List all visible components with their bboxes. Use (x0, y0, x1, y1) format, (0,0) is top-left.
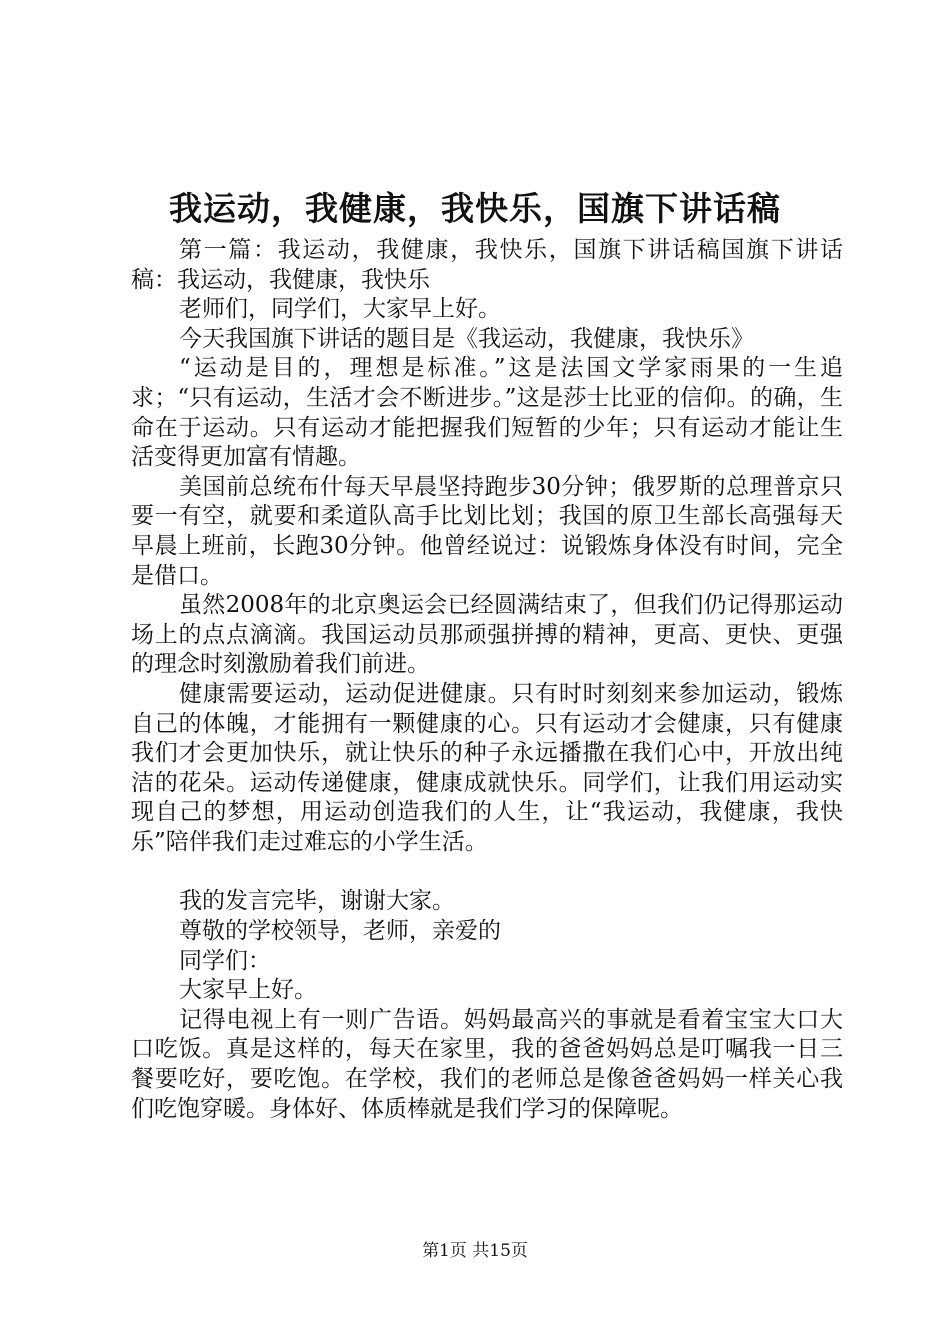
paragraph: 同学们： (179, 947, 271, 974)
document-body (131, 236, 843, 1124)
paragraph: 尊敬的学校领导，老师，亲爱的 (179, 918, 501, 945)
paragraph: 健康需要运动，运动促进健康。只有时时刻刻来参加运动，锻炼自己的体魄，才能拥有一颗健康的心。只有运动才会健康，只有健康我们才会更加快乐，就让快乐的种子永远播撒在我们心中，开放出纯洁的花朵。运动传递健康，健康成就快乐。同学们，让我们用运动实现自己的梦想，用运动创造我们的人生，让“我运动，我健康，我快乐”陪伴我们走过难忘的小学生活。 (131, 680, 843, 855)
paragraph: 今天我国旗下讲话的题目是《我运动，我健康，我快乐》 (179, 325, 754, 352)
paragraph: 老师们，同学们，大家早上好。 (179, 296, 501, 323)
paragraph: 美国前总统布什每天早晨坚持跑步30分钟；俄罗斯的总理普京只要一有空，就要和柔道队高手比划比划；我国的原卫生部长高强每天早晨上班前，长跑30分钟。他曾经说过：说锻炼身体没有时间，完全是借口。 (131, 473, 843, 589)
paragraph: 大家早上好。 (179, 977, 317, 1004)
document-title: 我运动，我健康，我快乐，国旗下讲话稿 (169, 189, 781, 228)
paragraph: 第一篇：我运动，我健康，我快乐，国旗下讲话稿国旗下讲话稿：我运动，我健康，我快乐 (131, 237, 843, 293)
paragraph: 虽然2008年的北京奥运会已经圆满结束了，但我们仍记得那运动场上的点点滴滴。我国运动员那顽强拼搏的精神，更高、更快、更强的理念时刻激励着我们前进。 (131, 592, 843, 678)
paragraph: “运动是目的，理想是标准。”这是法国文学家雨果的一生追求；“只有运动，生活才会不断进步。”这是莎士比亚的信仰。的确，生命在于运动。只有运动才能把握我们短暂的少年；只有运动才能让生活变得更加富有情趣。 (131, 355, 843, 471)
page-footer: 第1页 共15页 (422, 1241, 528, 1261)
paragraph: 我的发言完毕，谢谢大家。 (179, 888, 455, 915)
paragraph-spacer (131, 857, 843, 887)
paragraph: 记得电视上有一则广告语。妈妈最高兴的事就是看着宝宝大口大口吃饭。真是这样的，每天在家里，我的爸爸妈妈总是叮嘱我一日三餐要吃好，要吃饱。在学校，我们的老师总是像爸爸妈妈一样关心我们吃饱穿暖。身体好、体质棒就是我们学习的保障呢。 (131, 1006, 843, 1122)
